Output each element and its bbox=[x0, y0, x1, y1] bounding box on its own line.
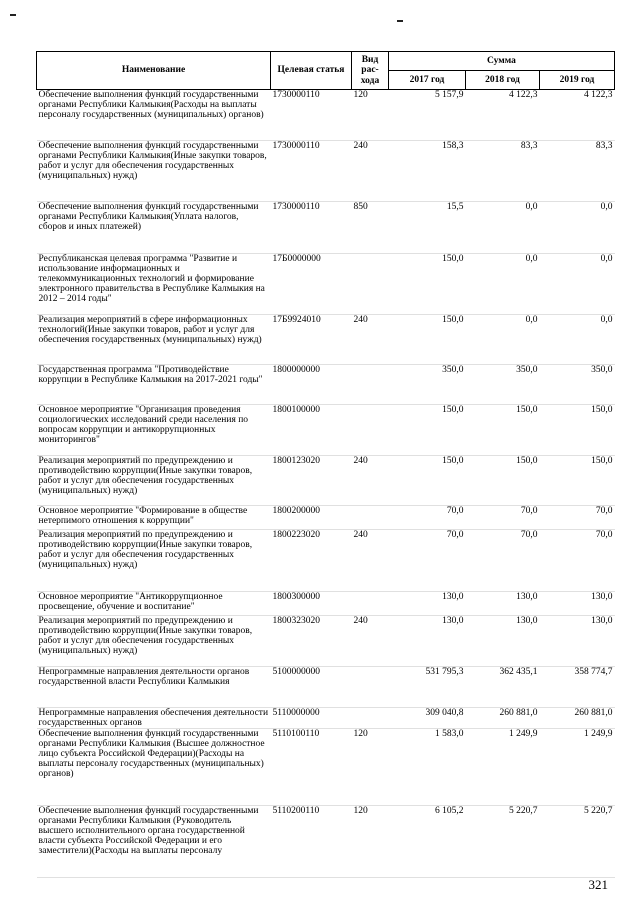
row-sum-2017: 1 583,0 bbox=[435, 729, 464, 739]
row-name: Обеспечение выполнения функций государственными органами Республики Калмыкия (Высшее должностное лицо субъекта Российской Федерации)(Расходы на выплаты персоналу государственных (муниципальных) органов) bbox=[38, 729, 265, 779]
row-name: Реализация мероприятий по предупреждению и противодействию коррупции(Иные закупки товаров, работ и услуг для обеспечения государственных (муниципальных) нужд) bbox=[38, 530, 253, 570]
table-row bbox=[37, 592, 615, 616]
row-sum-2019: 83,3 bbox=[595, 141, 613, 151]
row-sum-2018: 150,0 bbox=[516, 405, 538, 415]
row-name: Обеспечение выполнения функций государственными органами Республики Калмыкия (Руководитель высшего исполнительного органа государственной власти субъекта Российской Федерации и его заместители)(Расходы на выплаты персоналу bbox=[38, 806, 259, 856]
row-target-article: 17Б9924010 bbox=[272, 315, 321, 325]
row-sum-2019: 0,0 bbox=[600, 202, 613, 212]
row-expense-type: 240 bbox=[353, 530, 368, 540]
row-sum-2019: 0,0 bbox=[600, 254, 613, 264]
table-row bbox=[37, 254, 615, 315]
row-sum-2019: 150,0 bbox=[591, 405, 613, 415]
table-row bbox=[37, 202, 615, 254]
row-name: Реализация мероприятий по предупреждению и противодействию коррупции(Иные закупки товаров, работ и услуг для обеспечения государственных (муниципальных) нужд) bbox=[38, 456, 253, 496]
row-name: Республиканская целевая программа "Развитие и использование информационных и телекоммуникационных технологий и формирование электронного правительства в Республике Калмыкия на 2012 – 2014 годы" bbox=[38, 254, 265, 304]
header-year-2019: 2019 год bbox=[540, 71, 615, 90]
row-sum-2018: 130,0 bbox=[516, 616, 538, 626]
row-expense-type: 240 bbox=[353, 315, 368, 325]
row-expense-type: 240 bbox=[353, 456, 368, 466]
row-sum-2018: 362 435,1 bbox=[499, 667, 538, 677]
row-target-article: 1800300000 bbox=[272, 592, 320, 602]
row-expense-type bbox=[352, 506, 389, 530]
row-sum-2019: 150,0 bbox=[591, 456, 613, 466]
row-expense-type: 120 bbox=[353, 806, 368, 816]
table-header bbox=[37, 52, 615, 90]
row-sum-2018: 260 881,0 bbox=[499, 708, 538, 718]
table-row bbox=[37, 365, 615, 405]
row-sum-2017: 350,0 bbox=[442, 365, 464, 375]
row-sum-2017: 150,0 bbox=[442, 405, 464, 415]
row-name: Реализация мероприятий в сфере информационных технологий(Иные закупки товаров, работ и услуг для обеспечения государственных (муниципальных) нужд) bbox=[38, 315, 262, 345]
row-expense-type bbox=[352, 254, 389, 315]
row-expense-type: 240 bbox=[353, 616, 368, 626]
header-name: Наименование bbox=[37, 52, 271, 90]
row-sum-2017: 5 157,9 bbox=[435, 90, 464, 100]
row-sum-2018: 70,0 bbox=[520, 530, 538, 540]
row-sum-2019: 0,0 bbox=[600, 315, 613, 325]
row-target-article: 5110200110 bbox=[272, 806, 320, 816]
row-name: Государственная программа "Противодействие коррупции в Республике Калмыкия на 2017-2021 годы" bbox=[38, 365, 263, 385]
table-row bbox=[37, 141, 615, 202]
row-expense-type bbox=[352, 365, 389, 405]
row-sum-2018: 0,0 bbox=[525, 315, 538, 325]
row-sum-2018: 130,0 bbox=[516, 592, 538, 602]
row-expense-type: 120 bbox=[353, 729, 368, 739]
budget-table bbox=[36, 51, 615, 878]
row-target-article: 5110000000 bbox=[272, 708, 320, 718]
row-name: Основное мероприятие "Формирование в обществе нетерпимого отношения к коррупции" bbox=[38, 506, 248, 526]
row-name: Реализация мероприятий по предупреждению и противодействию коррупции(Иные закупки товаров, работ и услуг для обеспечения государственных (муниципальных) нужд) bbox=[38, 616, 253, 656]
table-row bbox=[37, 729, 615, 806]
row-target-article: 1730000110 bbox=[272, 141, 320, 151]
row-sum-2019: 70,0 bbox=[595, 506, 613, 516]
header-expense-type: Вид рас-хода bbox=[352, 52, 389, 90]
row-name: Непрограммные направления обеспечения деятельности государственных органов bbox=[38, 708, 269, 728]
row-name: Непрограммные направления деятельности органов государственной власти Республики Калмыкия bbox=[38, 667, 250, 687]
row-expense-type: 850 bbox=[353, 202, 368, 212]
row-expense-type bbox=[352, 667, 389, 708]
row-expense-type: 240 bbox=[353, 141, 368, 151]
margin-mark-right bbox=[397, 20, 403, 22]
row-sum-2017: 6 105,2 bbox=[435, 806, 464, 816]
row-sum-2018: 350,0 bbox=[516, 365, 538, 375]
row-sum-2018: 5 220,7 bbox=[509, 806, 538, 816]
row-sum-2018: 70,0 bbox=[520, 506, 538, 516]
row-target-article: 1730000110 bbox=[272, 90, 320, 100]
row-target-article: 5110100110 bbox=[272, 729, 320, 739]
row-expense-type bbox=[352, 708, 389, 729]
row-sum-2019: 260 881,0 bbox=[574, 708, 613, 718]
row-sum-2018: 83,3 bbox=[520, 141, 538, 151]
row-sum-2018: 0,0 bbox=[525, 254, 538, 264]
row-target-article: 1800200000 bbox=[272, 506, 320, 516]
page-number: 321 bbox=[588, 877, 608, 892]
header-year-2017: 2017 год bbox=[389, 71, 466, 90]
table-row bbox=[37, 667, 615, 708]
row-sum-2018: 4 122,3 bbox=[509, 90, 538, 100]
row-target-article: 1800223020 bbox=[272, 530, 320, 540]
row-name: Основное мероприятие "Организация проведения социологических исследований среди населения по вопросам коррупции и антикоррупционных мониторингов" bbox=[38, 405, 249, 445]
row-name: Обеспечение выполнения функций государственными органами Республики Калмыкия(Расходы на выплаты персоналу государственных (муниципальных) органов) bbox=[38, 90, 264, 120]
row-target-article: 5100000000 bbox=[272, 667, 320, 677]
row-target-article: 17Б0000000 bbox=[272, 254, 321, 264]
row-target-article: 1800123020 bbox=[272, 456, 320, 466]
row-sum-2018: 1 249,9 bbox=[509, 729, 538, 739]
margin-mark-left bbox=[10, 14, 16, 16]
table-row bbox=[37, 315, 615, 365]
header-target-article: Целевая статья bbox=[271, 52, 352, 90]
row-sum-2019: 130,0 bbox=[591, 616, 613, 626]
row-sum-2018: 150,0 bbox=[516, 456, 538, 466]
row-name: Основное мероприятие "Антикоррупционное просвещение, обучение и воспитание" bbox=[38, 592, 223, 612]
row-sum-2017: 309 040,8 bbox=[425, 708, 464, 718]
row-sum-2017: 70,0 bbox=[446, 506, 464, 516]
row-target-article: 1800323020 bbox=[272, 616, 320, 626]
table-row bbox=[37, 806, 615, 878]
table-row bbox=[37, 506, 615, 530]
table-row bbox=[37, 90, 615, 141]
row-sum-2019: 130,0 bbox=[591, 592, 613, 602]
row-target-article: 1800000000 bbox=[272, 365, 320, 375]
row-sum-2017: 531 795,3 bbox=[425, 667, 464, 677]
header-year-2018: 2018 год bbox=[466, 71, 540, 90]
row-sum-2017: 150,0 bbox=[442, 456, 464, 466]
row-sum-2019: 1 249,9 bbox=[584, 729, 613, 739]
row-sum-2017: 15,5 bbox=[446, 202, 464, 212]
row-sum-2019: 70,0 bbox=[595, 530, 613, 540]
row-sum-2018: 0,0 bbox=[525, 202, 538, 212]
row-sum-2017: 150,0 bbox=[442, 315, 464, 325]
table-row bbox=[37, 405, 615, 456]
row-sum-2017: 70,0 bbox=[446, 530, 464, 540]
row-sum-2017: 130,0 bbox=[442, 592, 464, 602]
row-name: Обеспечение выполнения функций государственными органами Республики Калмыкия(Уплата налогов, сборов и иных платежей) bbox=[38, 202, 259, 232]
row-sum-2019: 4 122,3 bbox=[584, 90, 613, 100]
row-sum-2017: 158,3 bbox=[442, 141, 464, 151]
row-sum-2019: 358 774,7 bbox=[574, 667, 613, 677]
header-sum: Сумма bbox=[389, 52, 615, 71]
table-row bbox=[37, 456, 615, 506]
table-body bbox=[37, 90, 615, 878]
row-sum-2017: 130,0 bbox=[442, 616, 464, 626]
row-target-article: 1800100000 bbox=[272, 405, 320, 415]
row-sum-2019: 350,0 bbox=[591, 365, 613, 375]
row-name: Обеспечение выполнения функций государственными органами Республики Калмыкия(Иные закупки товаров, работ и услуг для обеспечения государственных (муниципальных) нужд) bbox=[38, 141, 267, 181]
row-expense-type: 120 bbox=[353, 90, 368, 100]
row-sum-2019: 5 220,7 bbox=[584, 806, 613, 816]
row-target-article: 1730000110 bbox=[272, 202, 320, 212]
table-row bbox=[37, 708, 615, 729]
row-expense-type bbox=[352, 592, 389, 616]
row-expense-type bbox=[352, 405, 389, 456]
table-row bbox=[37, 530, 615, 592]
row-sum-2017: 150,0 bbox=[442, 254, 464, 264]
table-row bbox=[37, 616, 615, 667]
